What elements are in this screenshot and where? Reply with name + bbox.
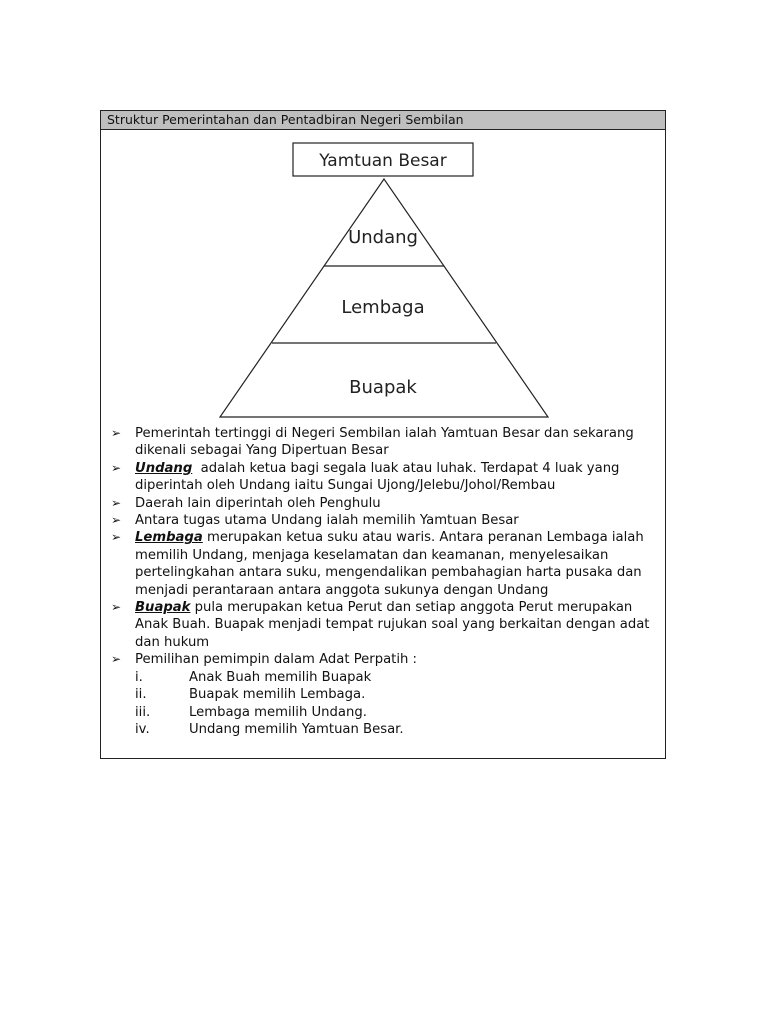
content-box (100, 110, 666, 759)
sublist-item: ii. Buapak memilih Lembaga. (135, 687, 366, 703)
sublist-item: iii. Lembaga memilih Undang. (135, 704, 367, 720)
level-buapak: Buapak (349, 377, 417, 398)
list-item: ➢ Pemilihan pemimpin dalam Adat Perpatih : (111, 652, 417, 668)
list-item: ➢ Buapak pula merupakan ketua Perut dan setiap anggota Perut merupakan Anak Buah. Buapak menjadi tempat rujukan soal yang berkaitan dengan adat dan hukum (111, 600, 650, 650)
pyramid-diagram (101, 130, 665, 422)
list-item: ➢ Undang adalah ketua bagi segala luak atau luhak. Terdapat 4 luak yang diperintah oleh Undang iaitu Sungai Ujong/Jelebu/Johol/Rembau (111, 460, 624, 494)
arrow-bullet-icon: ➢ (111, 426, 122, 440)
list-item: ➢ Antara tugas utama Undang ialah memilih Yamtuan Besar (111, 513, 519, 529)
arrow-bullet-icon: ➢ (111, 652, 122, 667)
bullet-list (109, 425, 661, 738)
level-lembaga: Lembaga (341, 297, 425, 318)
box-header-title: Struktur Pemerintahan dan Pentadbiran Negeri Sembilan (101, 111, 665, 130)
term-lembaga: Lembaga (135, 530, 203, 546)
list-item: ➢ Pemerintah tertinggi di Negeri Sembilan ialah Yamtuan Besar dan sekarang dikenali sebagai Yang Dipertuan Besar (111, 426, 634, 459)
level-undang: Undang (348, 227, 418, 248)
arrow-bullet-icon: ➢ (111, 530, 122, 545)
sublist-item: iv. Undang memilih Yamtuan Besar. (135, 721, 404, 737)
term-undang: Undang (135, 460, 193, 476)
list-item: ➢ Lembaga merupakan ketua suku atau waris. Antara peranan Lembaga ialah memilih Undang, menjaga keselamatan dan keamanan, menyelesaikan pertelingkahan antara suku, mengendalikan pembahagian harta pusaka dan menjadi perantaraan antara anggota sukunya dengan Undang (111, 530, 644, 598)
sublist-item: i. Anak Buah memilih Buapak (135, 669, 372, 685)
list-item: ➢ Daerah lain diperintah oleh Penghulu (111, 495, 381, 511)
top-box-label: Yamtuan Besar (319, 151, 447, 171)
arrow-bullet-icon: ➢ (111, 600, 122, 615)
arrow-bullet-icon: ➢ (111, 460, 122, 475)
term-buapak: Buapak (135, 600, 191, 616)
arrow-bullet-icon: ➢ (111, 495, 122, 510)
arrow-bullet-icon: ➢ (111, 513, 122, 528)
